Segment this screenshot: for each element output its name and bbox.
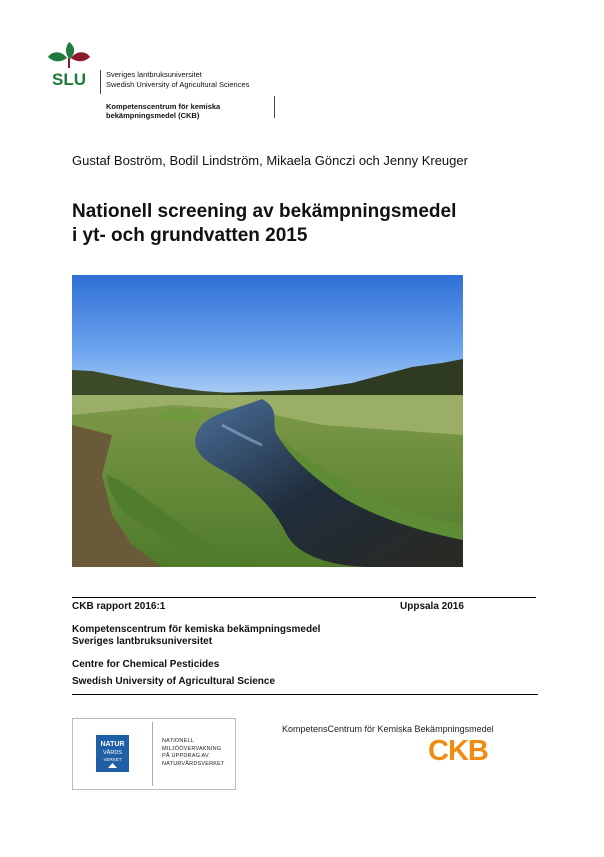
slu-name-en: Swedish University of Agricultural Sciences <box>106 80 250 89</box>
report-number: CKB rapport 2016:1 <box>72 601 166 612</box>
report-place-year: Uppsala 2016 <box>400 601 464 612</box>
nv-divider <box>152 722 153 786</box>
slu-logo <box>44 40 94 95</box>
org-name-sv-slu: Sveriges lantbruksuniversitet <box>72 636 213 647</box>
nv-text-1: NATIONELL <box>162 738 194 744</box>
nv-logo-line2: VÅRDS <box>103 750 122 756</box>
nv-text-3: PÅ UPPDRAG AV <box>162 753 209 759</box>
ckb-tagline: KompetensCentrum för Kemiska Bekämpningsmedel <box>282 724 494 734</box>
nv-logo-line3: VERKET <box>103 757 122 762</box>
org-name-sv-ckb: Kompetenscentrum för kemiska bekämpningsmedel <box>72 624 321 635</box>
report-title-line1: Nationell screening av bekämpningsmedel <box>72 201 457 222</box>
ckb-logo: CKB <box>428 735 488 767</box>
nv-logo-line1: NATUR <box>100 741 125 748</box>
report-title <box>72 200 512 248</box>
report-title-line2: i yt- och grundvatten 2015 <box>72 225 308 246</box>
report-info-bottom-rule <box>72 694 538 695</box>
ckb-header-line2: bekämpningsmedel (CKB) <box>106 111 200 120</box>
report-info-top-rule <box>72 597 536 598</box>
authors: Gustaf Boström, Bodil Lindström, Mikaela Gönczi och Jenny Kreuger <box>72 153 468 168</box>
nv-text-4: NATURVÅRDSVERKET <box>162 760 225 767</box>
ckb-header-divider <box>274 96 275 118</box>
naturvardsverket-logo <box>96 735 129 772</box>
slu-logo-text: SLU <box>52 70 86 89</box>
org-name-en-slu: Swedish University of Agricultural Science <box>72 676 276 687</box>
nv-text-2: MILJÖÖVERVAKNING <box>162 745 222 752</box>
ckb-header-line1: Kompetenscentrum för kemiska <box>106 102 221 111</box>
org-name-en-ckb: Centre for Chemical Pesticides <box>72 659 220 670</box>
header-divider <box>100 70 101 94</box>
slu-name-sv: Sveriges lantbruksuniversitet <box>106 70 202 79</box>
landscape-photo-icon <box>72 275 463 567</box>
